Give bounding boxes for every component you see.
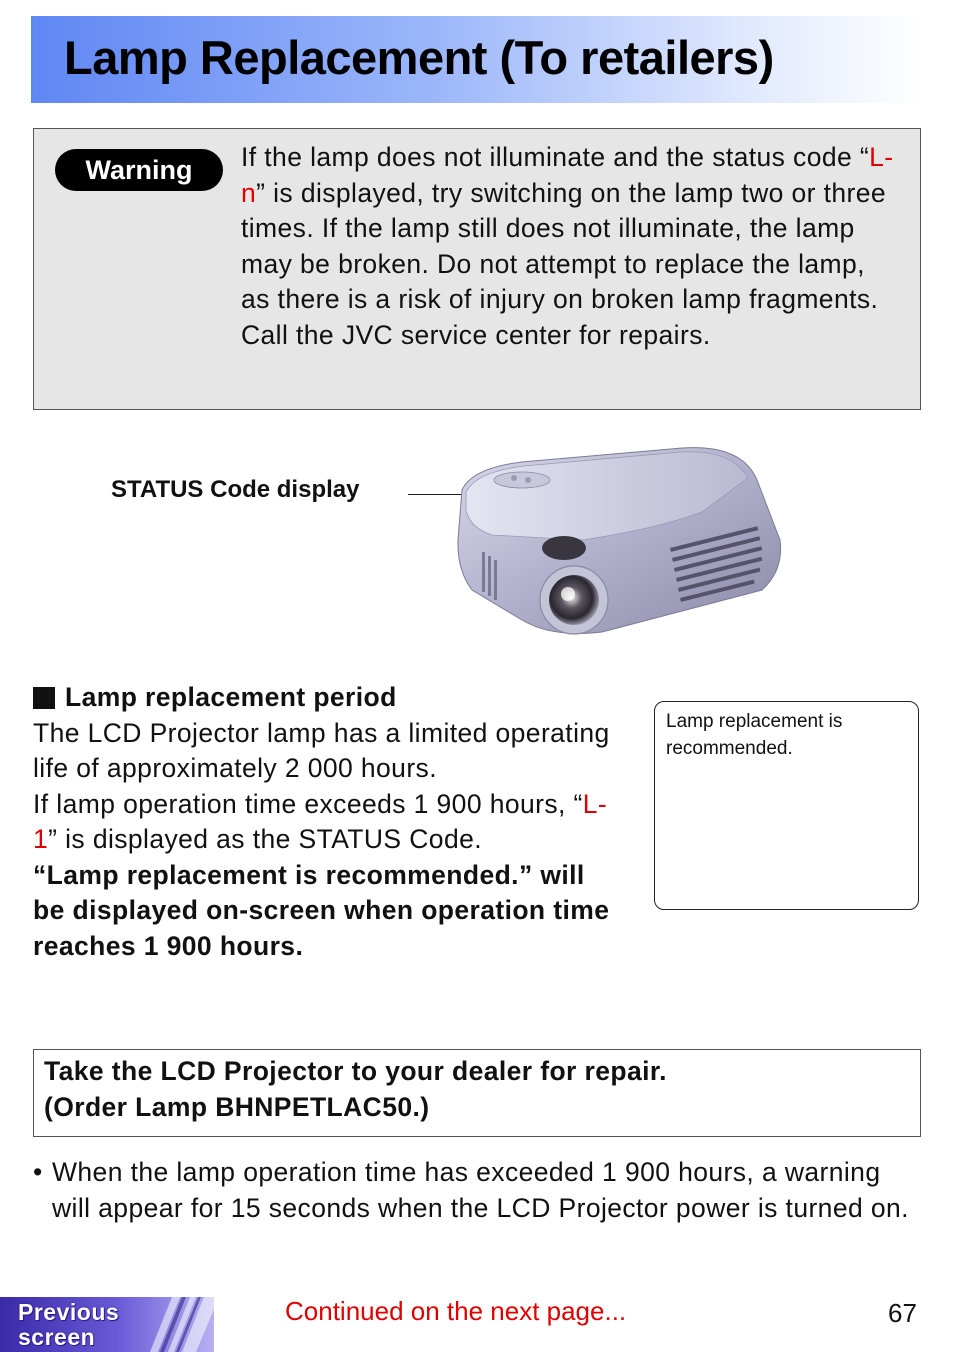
period-paragraph-1: The LCD Projector lamp has a limited operating life of approximately 2 000 hours. — [33, 717, 610, 783]
status-code-ln: L-n — [241, 142, 894, 208]
dealer-notice-line-1: Take the LCD Projector to your dealer for repair. — [44, 1056, 667, 1086]
page-number: 67 — [888, 1298, 917, 1328]
on-screen-message-box — [654, 701, 919, 910]
warning-text-start: If the lamp does not illuminate and the status code “ — [241, 142, 870, 172]
status-code-l1: L-1 — [33, 788, 608, 854]
previous-screen-label[interactable] — [18, 1300, 178, 1350]
bullet-note — [33, 1155, 913, 1226]
section-heading-text: Lamp replacement period — [65, 682, 397, 712]
dealer-notice-line-2: (Order Lamp BHNPETLAC50.) — [44, 1092, 430, 1122]
on-screen-message: Lamp replacement is recommended. — [666, 711, 843, 759]
square-bullet-icon — [33, 687, 55, 709]
dealer-notice-box — [33, 1049, 921, 1137]
period-bold-note: “Lamp replacement is recommended.” will be displayed on-screen when operation time reaches 1 900 hours. — [33, 859, 610, 961]
lamp-replacement-period-section — [33, 680, 623, 964]
status-code-callout-label: STATUS Code display — [111, 476, 360, 503]
section-heading — [33, 680, 623, 716]
bullet-icon: • — [33, 1157, 43, 1187]
period-paragraph-2-start: If lamp operation time exceeds 1 900 hours, “ — [33, 788, 583, 819]
projector-illustration — [452, 440, 787, 640]
previous-screen-label-line-2: screen — [18, 1324, 96, 1350]
bullet-note-text: When the lamp operation time has exceeded 1 900 hours, a warning will appear for 15 seconds when the LCD Projector power is turned on. — [52, 1157, 909, 1223]
warning-text — [241, 140, 901, 353]
page-title: Lamp Replacement (To retailers) — [64, 31, 774, 84]
period-paragraph-2 — [33, 787, 623, 858]
warning-badge: Warning — [55, 149, 223, 191]
period-paragraph-2-end: ” is displayed as the STATUS Code. — [48, 824, 482, 854]
continued-next-page-link[interactable]: Continued on the next page... — [285, 1296, 627, 1326]
previous-screen-label-line-1: Previous — [18, 1299, 120, 1325]
warning-box — [33, 128, 921, 410]
warning-text-end: ” is displayed, try switching on the lamp two or three times. If the lamp still does not illuminate, the lamp may be broken. Do not attempt to replace the lamp, as there is a risk of injury on broken lamp fragments. Call the JVC service center for repairs. — [241, 177, 887, 350]
